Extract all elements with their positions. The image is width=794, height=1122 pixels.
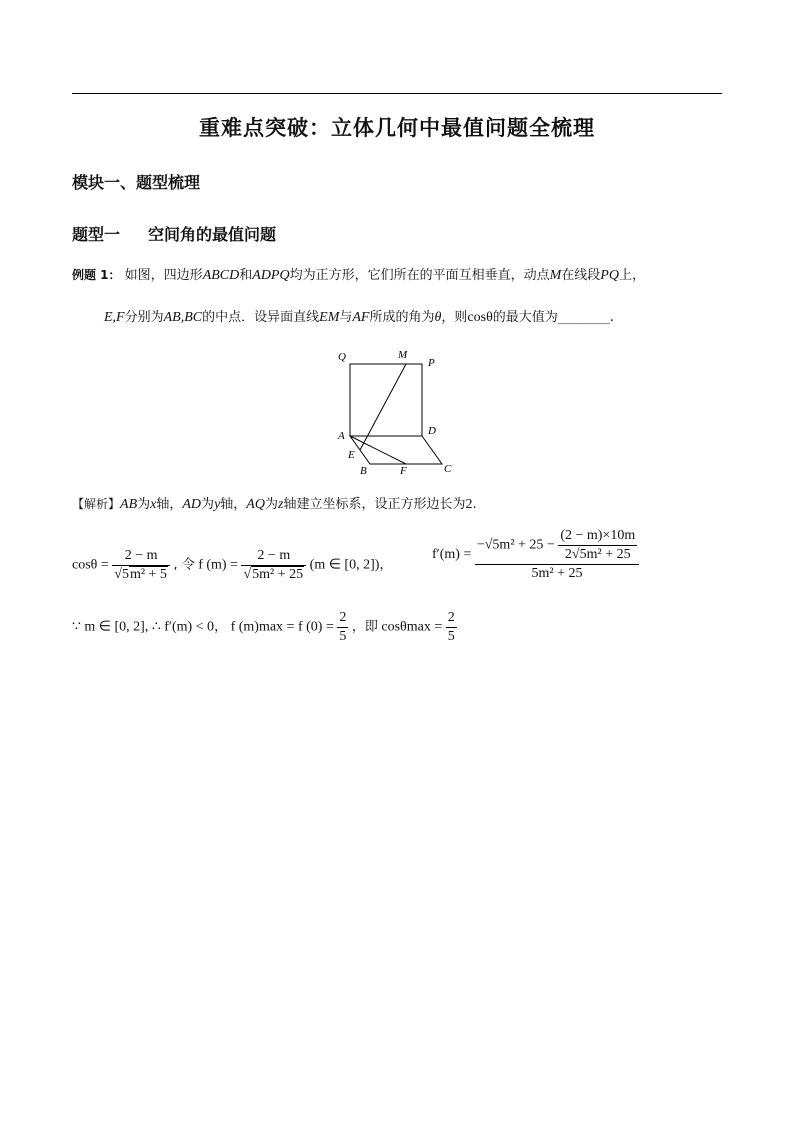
- math-abcd: ABCD: [202, 268, 240, 283]
- example-label: 例题 1：: [72, 268, 121, 282]
- label-c: C: [444, 463, 452, 475]
- text: 和: [239, 268, 253, 283]
- math-ef: E,F: [104, 310, 125, 325]
- denominator: 5m² + 25: [531, 566, 583, 581]
- text: .: [472, 497, 477, 512]
- math-ab: AB: [120, 497, 138, 512]
- label-p: P: [428, 357, 435, 369]
- math-ad: AD: [182, 497, 202, 512]
- text: 上，: [618, 268, 645, 283]
- header-rule: [72, 93, 722, 94]
- solution-line: [72, 494, 477, 515]
- cosmax-expr: cosθmax =: [381, 619, 443, 635]
- radicand: 5m² + 25: [252, 567, 304, 582]
- math-cos-theta: cosθ: [467, 310, 493, 325]
- label-b: B: [360, 465, 367, 477]
- math-em: EM: [319, 310, 340, 325]
- solution-tag: 【解析】: [72, 497, 121, 511]
- let-text: , 令: [173, 557, 195, 573]
- denominator: 5: [339, 629, 347, 644]
- math-two: 2: [465, 497, 473, 512]
- math-y: y: [214, 497, 221, 512]
- label-d: D: [428, 425, 436, 437]
- denominator: 5: [447, 629, 455, 644]
- inner-numerator: (2 − m)×10m: [558, 528, 637, 546]
- inner-denominator: 2√5m² + 25: [564, 547, 631, 562]
- text: ，则: [441, 310, 468, 325]
- label-a: A: [338, 430, 345, 442]
- since-clause: ∵ m ∈ [0, 2], ∴ f′(m) < 0: [72, 619, 215, 635]
- numerator: 2 − m: [112, 548, 170, 566]
- numerator-left: −√5m² + 25 −: [476, 537, 555, 553]
- text: 为: [137, 497, 151, 512]
- text: 轴建立坐标系，设正方形边长为: [283, 497, 466, 512]
- text: 轴，: [220, 497, 247, 512]
- math-abbc: AB,BC: [163, 310, 203, 325]
- text: 为: [264, 497, 278, 512]
- ji-text: ，即: [351, 619, 378, 635]
- formula-row-1: [72, 548, 392, 583]
- text: 的中点．设异面直线: [202, 310, 320, 325]
- module-heading: 模块一、题型梳理: [72, 173, 201, 192]
- math-x: x: [150, 497, 157, 512]
- f-fraction: [241, 548, 306, 583]
- denominator: √5m² + 25: [243, 567, 304, 582]
- text: 所成的角为: [369, 310, 435, 325]
- label-q: Q: [338, 351, 346, 363]
- type-label: 题型一: [72, 225, 121, 244]
- text: 均为正方形，它们所在的平面互相垂直，动点: [289, 268, 550, 283]
- sqrt5: √5: [114, 567, 129, 582]
- cos-lhs: cosθ =: [72, 557, 109, 573]
- fprime-lhs: f′(m) =: [432, 547, 472, 562]
- numerator: 2: [446, 610, 457, 628]
- math-af: AF: [352, 310, 370, 325]
- fmax-expr: f (m)max = f (0) =: [230, 619, 334, 635]
- label-f: F: [400, 465, 407, 477]
- example-line-2: [104, 308, 614, 328]
- math-z: z: [277, 497, 284, 512]
- text: 如图，四边形: [124, 268, 203, 283]
- text: 轴，: [156, 497, 183, 512]
- math-m: M: [549, 268, 562, 283]
- line-af: [350, 436, 406, 464]
- formula-row-2: [72, 610, 457, 645]
- f-lhs: f (m) =: [198, 557, 238, 573]
- cos-fraction: [112, 548, 170, 583]
- fmax-fraction: [337, 610, 348, 645]
- inner-fraction: [558, 528, 637, 563]
- example-line-1: [72, 265, 645, 286]
- numerator: [475, 528, 639, 565]
- cosmax-fraction: [446, 610, 457, 645]
- denominator: [112, 566, 170, 583]
- numerator: 2: [337, 610, 348, 628]
- text: 与: [339, 310, 353, 325]
- page-title: 重难点突破：立体几何中最值问题全梳理: [199, 116, 595, 140]
- domain: (m ∈ [0, 2]): [309, 557, 380, 573]
- comma: ，: [379, 557, 393, 573]
- text: 为: [201, 497, 215, 512]
- math-aq: AQ: [246, 497, 265, 512]
- geometry-figure: [330, 344, 460, 480]
- numerator: 2 − m: [241, 548, 306, 566]
- line-em: [360, 364, 406, 450]
- type-title: 空间角的最值问题: [148, 225, 277, 244]
- fprime-fraction: [475, 528, 639, 582]
- radicand: m² + 5: [129, 567, 167, 582]
- label-m: M: [398, 349, 408, 361]
- text: 分别为: [124, 310, 164, 325]
- math-adpq: ADPQ: [252, 268, 290, 283]
- type-heading: [72, 222, 276, 245]
- math-pq: PQ: [600, 268, 619, 283]
- answer-blank: 的最大值为________.: [492, 310, 614, 325]
- formula-derivative: [432, 528, 639, 582]
- square-adpq: [350, 364, 422, 436]
- sep: ，: [214, 619, 228, 635]
- square-abcd: [350, 436, 442, 464]
- label-e: E: [348, 449, 355, 461]
- text: 在线段: [561, 268, 601, 283]
- math-theta: θ: [434, 310, 442, 325]
